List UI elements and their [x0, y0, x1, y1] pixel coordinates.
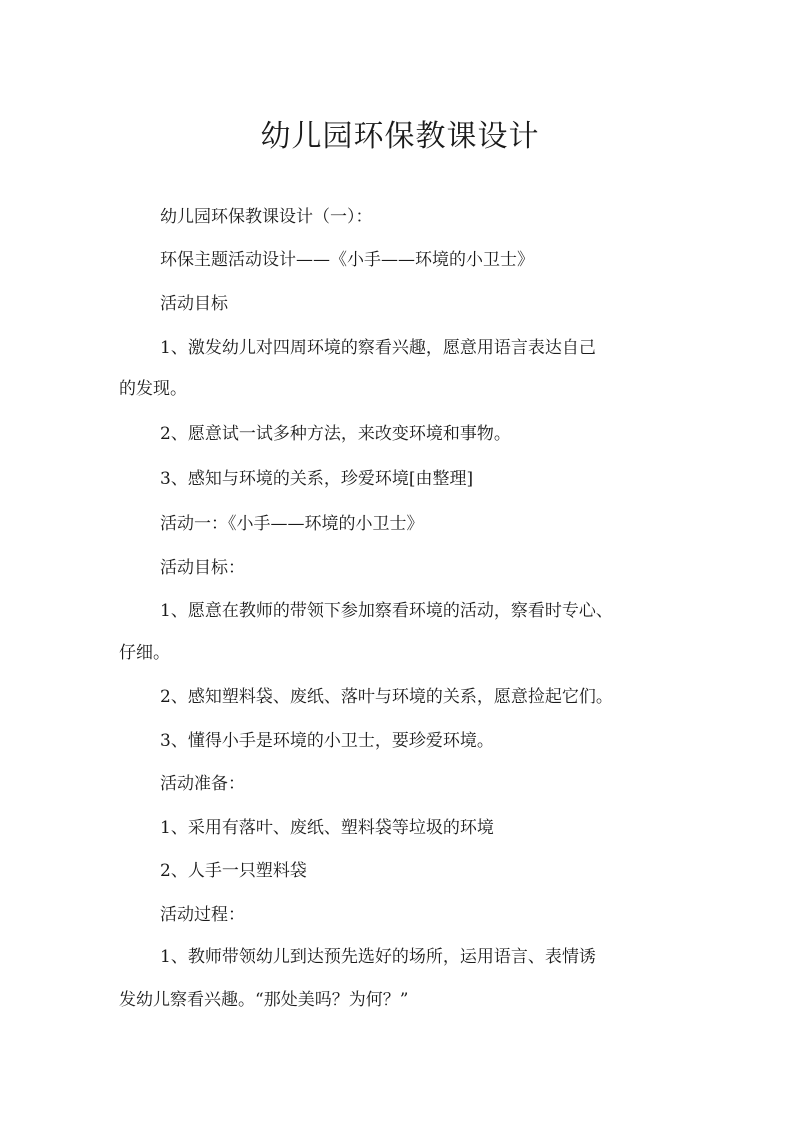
activity-goal-1: 1、愿意在教师的带领下参加察看环境的活动，察看时专心、	[160, 601, 613, 621]
topic-line: 环保主题活动设计——《小手——环境的小卫士》	[160, 250, 534, 270]
activity-goals-heading: 活动目标：	[160, 558, 245, 578]
preparation-2: 2、人手一只塑料袋	[160, 861, 307, 881]
process-step-1-continued: 发幼儿察看兴趣。“那处美吗？为何？”	[119, 990, 409, 1010]
goal-1-continued: 的发现。	[119, 379, 187, 399]
heading-goals: 活动目标	[160, 294, 228, 314]
process-heading: 活动过程：	[160, 905, 245, 925]
preparation-1: 1、采用有落叶、废纸、塑料袋等垃圾的环境	[160, 818, 494, 838]
goal-3: 3、感知与环境的关系，珍爱环境[由整理]	[160, 469, 474, 489]
activity-goal-2: 2、感知塑料袋、废纸、落叶与环境的关系，愿意捡起它们。	[160, 687, 613, 707]
document-title: 幼儿园环保教课设计	[260, 119, 540, 154]
preparation-heading: 活动准备：	[160, 774, 245, 794]
activity-goal-3: 3、懂得小手是环境的小卫士，要珍爱环境。	[160, 731, 494, 751]
goal-1: 1、激发幼儿对四周环境的察看兴趣，愿意用语言表达自己	[160, 338, 596, 358]
activity-one-heading: 活动一：《小手——环境的小卫士》	[160, 514, 424, 534]
activity-goal-1-continued: 仔细。	[119, 643, 170, 663]
goal-2: 2、愿意试一试多种方法，来改变环境和事物。	[160, 424, 511, 444]
process-step-1: 1、教师带领幼儿到达预先选好的场所，运用语言、表情诱	[160, 947, 596, 967]
section-heading: 幼儿园环保教课设计（一）：	[160, 207, 373, 227]
